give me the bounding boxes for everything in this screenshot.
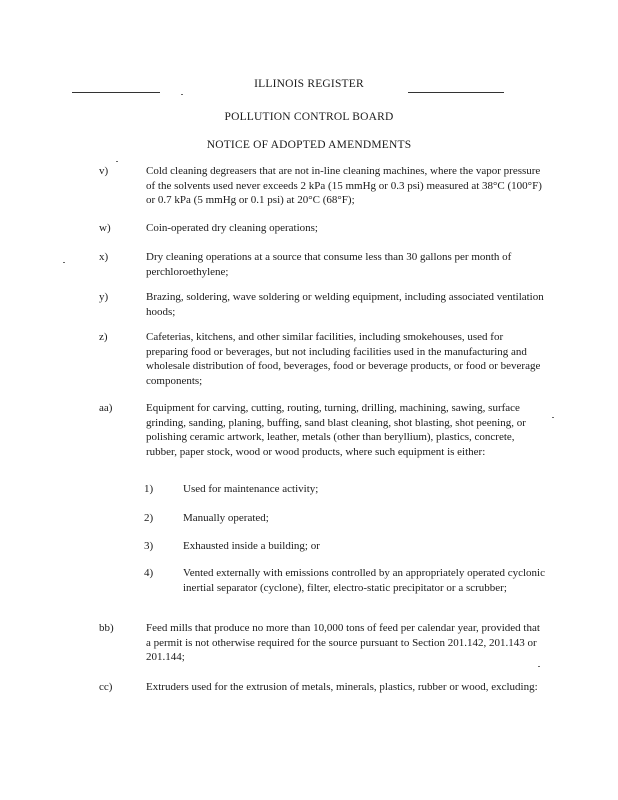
- item-text: Cold cleaning degreasers that are not in-line cleaning machines, where the vapor pressure of the solvents used never exceeds 2 kPa (15 mmHg or 0.3 psi) measured at 38°C (100°F) or 0.7 kPa (5 mmHg or 0.1 psi) at 20°C (68°F);: [146, 165, 542, 207]
- scan-speck: [63, 262, 65, 263]
- item-label: w): [99, 222, 111, 234]
- item-label: bb): [99, 622, 114, 634]
- item-text: Extruders used for the extrusion of metals, minerals, plastics, rubber or wood, excluding:: [146, 681, 538, 693]
- scan-speck: [552, 417, 554, 418]
- subitem-text: Used for maintenance activity;: [183, 483, 319, 495]
- item-label: y): [99, 291, 109, 303]
- subitem-label: 3): [144, 540, 154, 552]
- item-label: z): [99, 331, 108, 343]
- item-text: Brazing, soldering, wave soldering or welding equipment, including associated ventilation hoods;: [146, 291, 544, 318]
- item-text: Cafeterias, kitchens, and other similar facilities, including smokehouses, used for preparing food or beverages, but not including facilities used in the manufacturing and wholesale distribution of food, beverages, food or beverage products, or food or beverage components;: [146, 331, 541, 387]
- item-label: aa): [99, 402, 113, 414]
- item-text: Equipment for carving, cutting, routing, turning, drilling, machining, sawing, surface grinding, sanding, planing, buffing, sand blast cleaning, shot blasting, shot peening, or polishing ceramic artwork, leather, metals (other than beryllium), plastics, concrete, rubber, paper stock, wood or wood products, where such equipment is either:: [146, 402, 526, 458]
- header-rule-right: [408, 92, 504, 93]
- item-label: cc): [99, 681, 113, 693]
- item-text: Dry cleaning operations at a source that consume less than 30 gallons per month of perchloroethylene;: [146, 251, 512, 278]
- scan-speck: [538, 666, 540, 667]
- subitem-label: 2): [144, 512, 154, 524]
- item-text: Feed mills that produce no more than 10,000 tons of feed per calendar year, provided that a permit is not otherwise required for the source pursuant to Section 201.142, 201.143 or 201.144;: [146, 622, 540, 664]
- item-text: Coin-operated dry cleaning operations;: [146, 222, 318, 234]
- subitem-text: Manually operated;: [183, 512, 269, 524]
- board-title: POLLUTION CONTROL BOARD: [224, 111, 394, 123]
- subitem-label: 1): [144, 483, 154, 495]
- item-label: v): [99, 165, 109, 177]
- scan-speck: [181, 94, 183, 95]
- subitem-text: Exhausted inside a building; or: [183, 540, 320, 552]
- item-label: x): [99, 251, 109, 263]
- notice-title: NOTICE OF ADOPTED AMENDMENTS: [206, 139, 412, 151]
- header-rule-left: [72, 92, 160, 93]
- subitem-text: Vented externally with emissions controlled by an appropriately operated cyclonic inertial separator (cyclone), filter, electro-static precipitator or a scrubber;: [183, 567, 545, 594]
- subitem-label: 4): [144, 567, 154, 579]
- scan-speck: [116, 161, 118, 162]
- register-title: ILLINOIS REGISTER: [254, 78, 364, 90]
